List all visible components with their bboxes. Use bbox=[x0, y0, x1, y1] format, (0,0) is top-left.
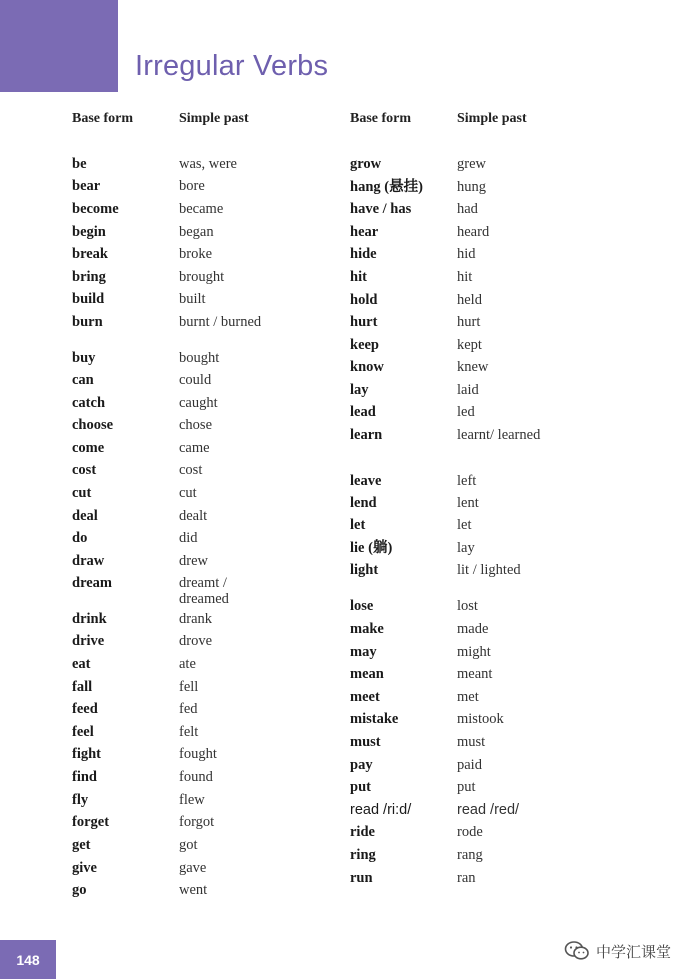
simple-past: bore bbox=[179, 178, 205, 194]
simple-past: got bbox=[179, 837, 198, 853]
simple-past: ate bbox=[179, 656, 196, 672]
base-form: hide bbox=[350, 246, 377, 262]
simple-past: let bbox=[457, 517, 472, 533]
simple-past: hurt bbox=[457, 314, 481, 330]
base-form: give bbox=[72, 860, 97, 876]
page-number: 148 bbox=[0, 940, 56, 979]
base-form: hang (悬挂) bbox=[350, 179, 423, 195]
base-form: bring bbox=[72, 269, 106, 285]
base-form: run bbox=[350, 870, 373, 886]
simple-past: drew bbox=[179, 553, 208, 569]
watermark bbox=[564, 938, 671, 964]
right-header-simple-past: Simple past bbox=[457, 111, 527, 126]
base-form: drive bbox=[72, 633, 105, 649]
base-form: do bbox=[72, 530, 88, 546]
simple-past: built bbox=[179, 291, 206, 307]
base-form: must bbox=[350, 734, 381, 750]
base-form: can bbox=[72, 372, 94, 388]
simple-past: cut bbox=[179, 485, 197, 501]
page-title: Irregular Verbs bbox=[135, 50, 329, 82]
base-form: grow bbox=[350, 156, 382, 172]
simple-past: drank bbox=[179, 611, 213, 627]
simple-past: felt bbox=[179, 724, 199, 740]
left-header-base-form: Base form bbox=[72, 111, 134, 126]
simple-past: hit bbox=[457, 269, 473, 285]
wechat-icon bbox=[564, 940, 590, 962]
simple-past: paid bbox=[457, 757, 482, 773]
base-form: lay bbox=[350, 382, 369, 398]
base-form: may bbox=[350, 644, 377, 660]
simple-past: chose bbox=[179, 417, 213, 433]
simple-past: flew bbox=[179, 792, 205, 808]
base-form: feed bbox=[72, 701, 98, 717]
simple-past: held bbox=[457, 292, 482, 308]
base-form: keep bbox=[350, 337, 379, 353]
base-form: ring bbox=[350, 847, 376, 863]
simple-past: fought bbox=[179, 746, 217, 762]
simple-past: meant bbox=[457, 666, 493, 682]
base-form: hold bbox=[350, 292, 378, 308]
base-form: lose bbox=[350, 598, 374, 614]
simple-past: read /red/ bbox=[457, 802, 520, 818]
simple-past: fell bbox=[179, 679, 199, 695]
base-form: forget bbox=[72, 814, 110, 830]
base-form: mean bbox=[350, 666, 384, 682]
simple-past: made bbox=[457, 621, 489, 637]
simple-past: rang bbox=[457, 847, 483, 863]
base-form: begin bbox=[72, 224, 106, 240]
simple-past: was, were bbox=[179, 156, 237, 172]
base-form: break bbox=[72, 246, 108, 262]
base-form: learn bbox=[350, 427, 383, 443]
base-form: be bbox=[72, 156, 87, 172]
base-form: deal bbox=[72, 508, 98, 524]
base-form: lead bbox=[350, 404, 376, 420]
base-form: meet bbox=[350, 689, 380, 705]
simple-past: brought bbox=[179, 269, 225, 285]
simple-past: had bbox=[457, 201, 478, 217]
base-form: dream bbox=[72, 575, 113, 591]
simple-past: laid bbox=[457, 382, 479, 398]
simple-past: led bbox=[457, 404, 475, 420]
watermark-text: 中学汇课堂 bbox=[595, 942, 671, 961]
base-form: hit bbox=[350, 269, 367, 285]
base-form: make bbox=[350, 621, 384, 637]
simple-past: lay bbox=[457, 540, 475, 556]
base-form: know bbox=[350, 359, 384, 375]
base-form: draw bbox=[72, 553, 105, 569]
base-form: choose bbox=[72, 417, 114, 433]
base-form: go bbox=[72, 882, 87, 898]
base-form: fall bbox=[72, 679, 93, 695]
base-form: buy bbox=[72, 350, 96, 366]
simple-past: lost bbox=[457, 598, 478, 614]
simple-past: caught bbox=[179, 395, 218, 411]
simple-past: could bbox=[179, 372, 212, 388]
simple-past: hid bbox=[457, 246, 476, 262]
base-form: burn bbox=[72, 314, 103, 330]
simple-past: did bbox=[179, 530, 198, 546]
base-form: become bbox=[72, 201, 119, 217]
simple-past: dreamt / dreamed bbox=[179, 575, 229, 607]
base-form: bear bbox=[72, 178, 101, 194]
simple-past: gave bbox=[179, 860, 207, 876]
right-header-base-form: Base form bbox=[350, 111, 412, 126]
simple-past: bought bbox=[179, 350, 220, 366]
base-form: drink bbox=[72, 611, 107, 627]
base-form: mistake bbox=[350, 711, 399, 727]
simple-past: learnt/ learned bbox=[457, 427, 541, 443]
simple-past: met bbox=[457, 689, 479, 705]
base-form: cut bbox=[72, 485, 92, 501]
simple-past: fed bbox=[179, 701, 198, 717]
simple-past: cost bbox=[179, 462, 203, 478]
base-form: let bbox=[350, 517, 366, 533]
corner-decoration bbox=[0, 0, 118, 92]
base-form: cost bbox=[72, 462, 97, 478]
simple-past: lent bbox=[457, 495, 479, 511]
simple-past: drove bbox=[179, 633, 213, 649]
base-form: fly bbox=[72, 792, 89, 808]
base-form: have / has bbox=[350, 201, 412, 217]
base-form: lend bbox=[350, 495, 377, 511]
simple-past: burnt / burned bbox=[179, 314, 262, 330]
base-form: catch bbox=[72, 395, 106, 411]
simple-past: kept bbox=[457, 337, 482, 353]
simple-past: forgot bbox=[179, 814, 215, 830]
base-form: feel bbox=[72, 724, 94, 740]
base-form: get bbox=[72, 837, 91, 853]
base-form: leave bbox=[350, 473, 382, 489]
simple-past: found bbox=[179, 769, 213, 785]
simple-past: dealt bbox=[179, 508, 208, 524]
base-form: put bbox=[350, 779, 371, 795]
simple-past: left bbox=[457, 473, 477, 489]
simple-past: ran bbox=[457, 870, 476, 886]
simple-past: became bbox=[179, 201, 224, 217]
base-form: fight bbox=[72, 746, 101, 762]
base-form: hurt bbox=[350, 314, 378, 330]
simple-past: broke bbox=[179, 246, 213, 262]
simple-past: hung bbox=[457, 179, 486, 195]
base-form: hear bbox=[350, 224, 379, 240]
base-form: find bbox=[72, 769, 97, 785]
simple-past: must bbox=[457, 734, 486, 750]
simple-past: mistook bbox=[457, 711, 504, 727]
simple-past: rode bbox=[457, 824, 483, 840]
simple-past: went bbox=[179, 882, 208, 898]
base-form: pay bbox=[350, 757, 373, 773]
simple-past: knew bbox=[457, 359, 489, 375]
base-form: lie (躺) bbox=[350, 540, 393, 556]
base-form: read /ri:d/ bbox=[350, 802, 412, 818]
simple-past: put bbox=[457, 779, 476, 795]
simple-past: might bbox=[457, 644, 491, 660]
simple-past: heard bbox=[457, 224, 490, 240]
simple-past: began bbox=[179, 224, 214, 240]
simple-past: lit / lighted bbox=[457, 562, 521, 578]
base-form: eat bbox=[72, 656, 91, 672]
base-form: build bbox=[72, 291, 105, 307]
left-header-simple-past: Simple past bbox=[179, 111, 249, 126]
simple-past: grew bbox=[457, 156, 486, 172]
simple-past: came bbox=[179, 440, 210, 456]
base-form: come bbox=[72, 440, 105, 456]
base-form: ride bbox=[350, 824, 375, 840]
base-form: light bbox=[350, 562, 379, 578]
